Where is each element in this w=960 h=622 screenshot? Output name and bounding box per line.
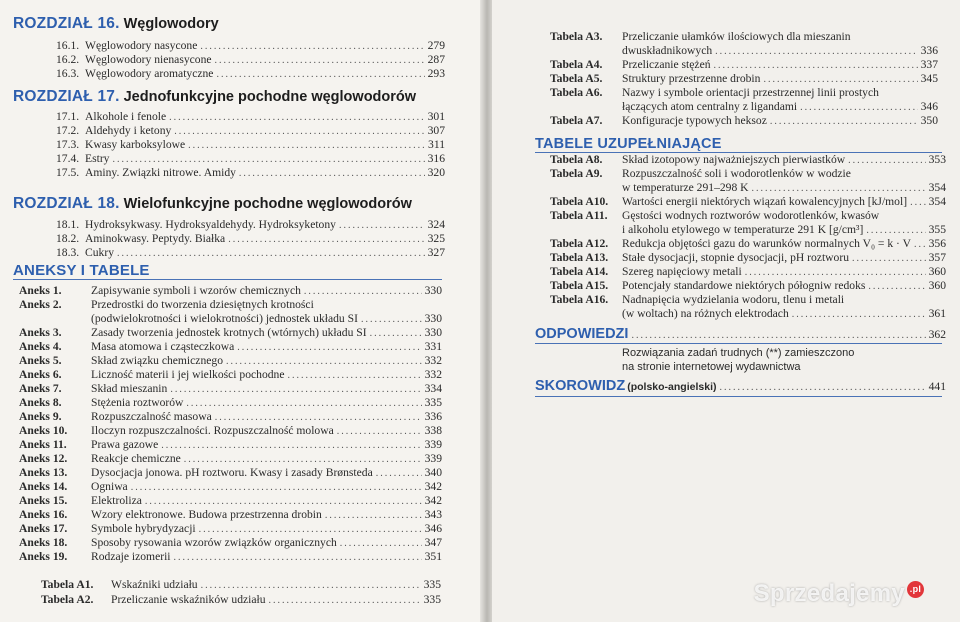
- toc-entry[interactable]: Aneks 8. Stężenia roztworów ..... 335: [19, 396, 442, 411]
- toc-entry[interactable]: 17.5. Aminy. Związki nitrowe. Amidy ..... 320: [56, 166, 445, 181]
- toc-entry[interactable]: Tabela A11. Gęstości wodnych roztworów wodorotlenków, kwasów: [550, 209, 880, 222]
- toc-entry[interactable]: Aneks 5. Skład związku chemicznego ..... 332: [19, 354, 442, 369]
- toc-entry[interactable]: Aneks 17. Symbole hybrydyzacji ..... 346: [19, 522, 442, 537]
- odpowiedzi-entry[interactable]: ODPOWIEDZI ..... 362: [535, 327, 946, 343]
- toc-entry[interactable]: Tabela A8. Skład izotopowy najważniejszych pierwiastków ..... 353: [550, 153, 946, 168]
- section-divider: [535, 396, 942, 397]
- right-page: [492, 0, 960, 622]
- toc-entry[interactable]: Tabela A16. Nadnapięcia wydzielania wodoru, tlenu i metali: [550, 293, 845, 306]
- chapter-number: ROZDZIAŁ 16.: [13, 15, 120, 32]
- toc-entry[interactable]: Tabela A4. Przeliczanie stężeń ..... 337: [550, 58, 938, 73]
- toc-entry[interactable]: Aneks 2. Przedrostki do tworzenia dziesiętnych krotności: [19, 298, 314, 311]
- toc-entry[interactable]: Aneks 1. Zapisywanie symboli i wzorów chemicznych ..... 330: [19, 284, 442, 299]
- toc-entry[interactable]: 18.3. Cukry ..... 327: [56, 246, 445, 261]
- toc-entry-continuation[interactable]: łączących atom centralny z ligandami ..... 346: [622, 100, 938, 115]
- odpowiedzi-note-line1: Rozwiązania zadań trudnych (**) zamieszczono: [622, 347, 855, 359]
- toc-entry[interactable]: 17.1. Alkohole i fenole ..... 301: [56, 110, 445, 125]
- toc-entry[interactable]: Aneks 3. Zasady tworzenia jednostek krotnych (wtórnych) układu SI ..... 330: [19, 326, 442, 341]
- toc-entry[interactable]: Aneks 7. Skład mieszanin ..... 334: [19, 382, 442, 397]
- chapter-title: Węglowodory: [123, 16, 219, 32]
- toc-entry[interactable]: Tabela A12. Redukcja objętości gazu do warunków normalnych V₀ = k · V ..... 356: [550, 237, 946, 252]
- toc-entry[interactable]: Tabela A1. Wskaźniki udziału ..... 335: [41, 578, 441, 593]
- toc-entry[interactable]: Aneks 19. Rodzaje izomerii ..... 351: [19, 550, 442, 565]
- toc-entry[interactable]: 16.3. Węglowodory aromatyczne ..... 293: [56, 67, 445, 82]
- toc-entry[interactable]: 18.2. Aminokwasy. Peptydy. Białka ..... 325: [56, 232, 445, 247]
- toc-entry[interactable]: Tabela A3. Przeliczanie ułamków ilościowych dla mieszanin: [550, 30, 851, 43]
- toc-entry-continuation[interactable]: (w woltach) na różnych elektrodach ..... 361: [622, 307, 946, 322]
- chapter-18-heading: ROZDZIAŁ 18. Wielofunkcyjne pochodne węglowodorów: [13, 195, 412, 212]
- skorowidz-entry[interactable]: SKOROWIDZ (polsko-angielski) ..... 441: [535, 379, 946, 395]
- toc-entry[interactable]: Aneks 10. Iloczyn rozpuszczalności. Rozpuszczalność molowa ..... 338: [19, 424, 442, 439]
- toc-entry[interactable]: 16.2. Węglowodory nienasycone ..... 287: [56, 53, 445, 68]
- toc-entry[interactable]: Aneks 13. Dysocjacja jonowa. pH roztworu. Kwasy i zasady Brønsteda ..... 340: [19, 466, 442, 481]
- chapter-16-heading: [13, 15, 219, 33]
- toc-entry-continuation[interactable]: w temperaturze 291–298 K ..... 354: [622, 181, 946, 196]
- toc-entry-continuation[interactable]: dwuskładnikowych ..... 336: [622, 44, 938, 59]
- toc-entry[interactable]: Aneks 6. Liczność materii i jej wielkości pochodne ..... 332: [19, 368, 442, 383]
- toc-entry[interactable]: 17.3. Kwasy karboksylowe ..... 311: [56, 138, 445, 153]
- toc-entry[interactable]: Aneks 11. Prawa gazowe ..... 339: [19, 438, 442, 453]
- toc-entry[interactable]: Tabela A13. Stałe dysocjacji, stopnie dysocjacji, pH roztworu ..... 357: [550, 251, 946, 266]
- section-divider: [13, 279, 442, 280]
- toc-entry[interactable]: 16.1. Węglowodory nasycone ..... 279: [56, 39, 445, 54]
- toc-entry[interactable]: 17.2. Aldehydy i ketony ..... 307: [56, 124, 445, 139]
- toc-entry[interactable]: Tabela A6. Nazwy i symbole orientacji przestrzennej linii prostych: [550, 86, 879, 99]
- toc-entry[interactable]: 18.1. Hydroksykwasy. Hydroksyaldehydy. Hydroksyketony ..... 324: [56, 218, 445, 233]
- toc-entry[interactable]: Tabela A5. Struktury przestrzenne drobin ..... 345: [550, 72, 938, 87]
- chapter-17-heading: ROZDZIAŁ 17. Jednofunkcyjne pochodne węglowodorów: [13, 88, 417, 105]
- toc-entry[interactable]: Tabela A10. Wartości energii niektórych wiązań kowalencyjnych [kJ/mol] ..... 354: [550, 195, 946, 210]
- odpowiedzi-note-line2: na stronie internetowej wydawnictwa: [622, 361, 801, 373]
- toc-entry[interactable]: Tabela A14. Szereg napięciowy metali ..... 360: [550, 265, 946, 280]
- toc-entry[interactable]: 17.4. Estry ..... 316: [56, 152, 445, 167]
- toc-entry[interactable]: Tabela A9. Rozpuszczalność soli i wodorotlenków w wodzie: [550, 167, 851, 180]
- toc-entry[interactable]: Tabela A15. Potencjały standardowe niektórych półogniw redoks ..... 360: [550, 279, 946, 294]
- toc-entry-continuation[interactable]: i alkoholu etylowego w temperaturze 291 K [g/cm³] ..... 355: [622, 223, 946, 238]
- toc-entry[interactable]: Aneks 18. Sposoby rysowania wzorów związków organicznych ..... 347: [19, 536, 442, 551]
- toc-entry[interactable]: Aneks 14. Ogniwa ..... 342: [19, 480, 442, 495]
- section-divider: [535, 343, 942, 344]
- toc-entry[interactable]: Tabela A7. Konfiguracje typowych heksoz ..... 350: [550, 114, 938, 129]
- toc-entry[interactable]: Tabela A2. Przeliczanie wskaźników udziału ..... 335: [41, 593, 441, 608]
- toc-entry[interactable]: Aneks 4. Masa atomowa i cząsteczkowa ..... 331: [19, 340, 442, 355]
- toc-entry[interactable]: Aneks 16. Wzory elektronowe. Budowa przestrzenna drobin ..... 343: [19, 508, 442, 523]
- tabele-uzupelniajace-heading: TABELE UZUPEŁNIAJĄCE: [535, 136, 722, 152]
- toc-entry-continuation[interactable]: (podwielokrotności i wielokrotności) jednostek układu SI ..... 330: [91, 312, 442, 327]
- toc-entry[interactable]: Aneks 12. Reakcje chemiczne ..... 339: [19, 452, 442, 467]
- aneksy-heading: ANEKSY I TABELE: [13, 262, 150, 279]
- watermark-logo: Sprzedajemy .pl: [754, 580, 924, 608]
- toc-entry[interactable]: Aneks 15. Elektroliza ..... 342: [19, 494, 442, 509]
- toc-entry[interactable]: Aneks 9. Rozpuszczalność masowa ..... 336: [19, 410, 442, 425]
